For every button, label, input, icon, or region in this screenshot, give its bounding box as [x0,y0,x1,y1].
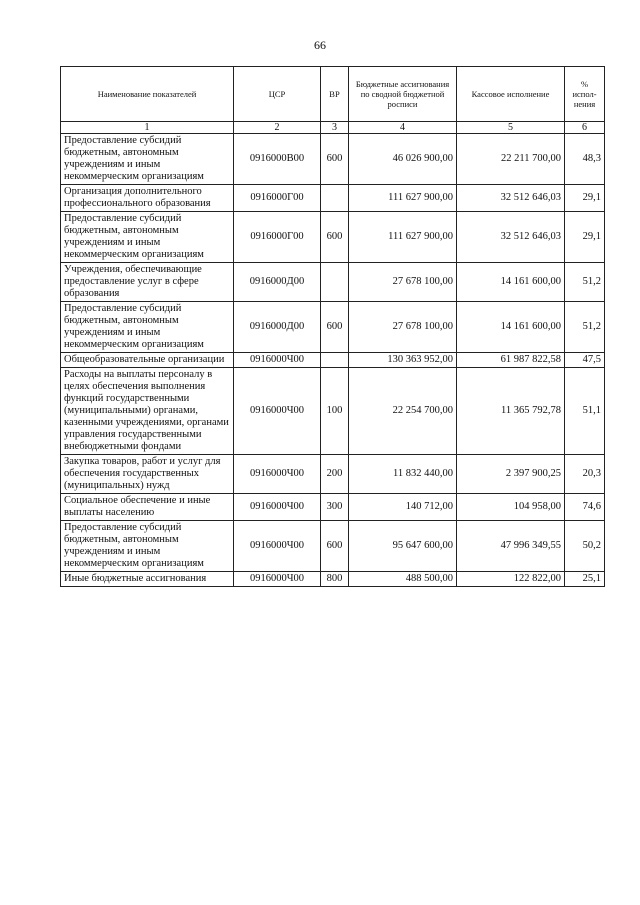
header-vr: ВР [321,67,349,122]
header-percent: % испол-нения [565,67,605,122]
row-name: Предоставление субсидий бюджетным, автономным учреждениям и иным некоммерческим организациям [61,302,234,353]
column-number: 6 [565,122,605,134]
header-row [61,67,605,122]
row-name: Предоставление субсидий бюджетным, автономным учреждениям и иным некоммерческим организациям [61,134,234,185]
table-row [61,494,605,521]
table-row [61,134,605,185]
row-cash: 32 512 646,03 [457,212,565,263]
row-vr [321,263,349,302]
table-row [61,263,605,302]
row-csr: 0916000Д00 [234,263,321,302]
row-allocations: 140 712,00 [349,494,457,521]
row-name: Социальное обеспечение и иные выплаты населению [61,494,234,521]
row-csr: 0916000Г00 [234,185,321,212]
row-percent: 29,1 [565,185,605,212]
row-name: Предоставление субсидий бюджетным, автономным учреждениям и иным некоммерческим организациям [61,521,234,572]
row-cash: 2 397 900,25 [457,455,565,494]
row-percent: 20,3 [565,455,605,494]
column-number: 4 [349,122,457,134]
header-allocations: Бюджетные ассигнования по сводной бюджетной росписи [349,67,457,122]
row-allocations: 27 678 100,00 [349,302,457,353]
row-percent: 48,3 [565,134,605,185]
row-csr: 0916000Ч00 [234,572,321,587]
row-name: Организация дополнительного профессионального образования [61,185,234,212]
row-cash: 14 161 600,00 [457,263,565,302]
row-allocations: 130 363 952,00 [349,353,457,368]
table-row [61,302,605,353]
row-csr: 0916000Ч00 [234,368,321,455]
column-number-row [61,122,605,134]
row-percent: 47,5 [565,353,605,368]
header-name: Наименование показателей [61,67,234,122]
row-csr: 0916000Ч00 [234,455,321,494]
column-number: 1 [61,122,234,134]
row-percent: 51,2 [565,302,605,353]
table-row [61,212,605,263]
row-percent: 29,1 [565,212,605,263]
table-row [61,353,605,368]
row-vr: 100 [321,368,349,455]
table-row [61,368,605,455]
row-vr: 600 [321,302,349,353]
row-csr: 0916000Д00 [234,302,321,353]
header-cash: Кассовое исполнение [457,67,565,122]
row-percent: 51,1 [565,368,605,455]
page-number: 66 [314,38,326,52]
row-csr: 0916000Ч00 [234,353,321,368]
row-allocations: 11 832 440,00 [349,455,457,494]
row-allocations: 27 678 100,00 [349,263,457,302]
row-allocations: 46 026 900,00 [349,134,457,185]
row-cash: 14 161 600,00 [457,302,565,353]
row-allocations: 111 627 900,00 [349,212,457,263]
row-name: Общеобразовательные организации [61,353,234,368]
column-number: 3 [321,122,349,134]
row-cash: 61 987 822,58 [457,353,565,368]
row-cash: 47 996 349,55 [457,521,565,572]
row-cash: 122 822,00 [457,572,565,587]
row-allocations: 22 254 700,00 [349,368,457,455]
table-row [61,185,605,212]
row-percent: 51,2 [565,263,605,302]
row-vr: 600 [321,521,349,572]
row-name: Иные бюджетные ассигнования [61,572,234,587]
column-number: 5 [457,122,565,134]
row-vr: 600 [321,134,349,185]
row-name: Расходы на выплаты персоналу в целях обеспечения выполнения функций государственными (муниципальными) органами, казенными учреждениями, органами управления государственными внебюджетными фондами [61,368,234,455]
column-number: 2 [234,122,321,134]
row-vr: 200 [321,455,349,494]
row-allocations: 95 647 600,00 [349,521,457,572]
row-csr: 0916000Г00 [234,212,321,263]
row-cash: 104 958,00 [457,494,565,521]
row-name: Закупка товаров, работ и услуг для обеспечения государственных (муниципальных) нужд [61,455,234,494]
row-allocations: 111 627 900,00 [349,185,457,212]
row-percent: 25,1 [565,572,605,587]
row-csr: 0916000Ч00 [234,521,321,572]
row-vr: 800 [321,572,349,587]
row-cash: 11 365 792,78 [457,368,565,455]
row-vr [321,353,349,368]
row-name: Предоставление субсидий бюджетным, автономным учреждениям и иным некоммерческим организациям [61,212,234,263]
row-vr: 300 [321,494,349,521]
row-vr [321,185,349,212]
table-row [61,572,605,587]
row-allocations: 488 500,00 [349,572,457,587]
table-body [61,134,605,587]
row-cash: 22 211 700,00 [457,134,565,185]
row-csr: 0916000В00 [234,134,321,185]
header-csr: ЦСР [234,67,321,122]
row-percent: 74,6 [565,494,605,521]
row-cash: 32 512 646,03 [457,185,565,212]
table-row [61,455,605,494]
row-percent: 50,2 [565,521,605,572]
row-vr: 600 [321,212,349,263]
table-row [61,521,605,572]
budget-execution-table [60,66,605,587]
row-csr: 0916000Ч00 [234,494,321,521]
row-name: Учреждения, обеспечивающие предоставление услуг в сфере образования [61,263,234,302]
